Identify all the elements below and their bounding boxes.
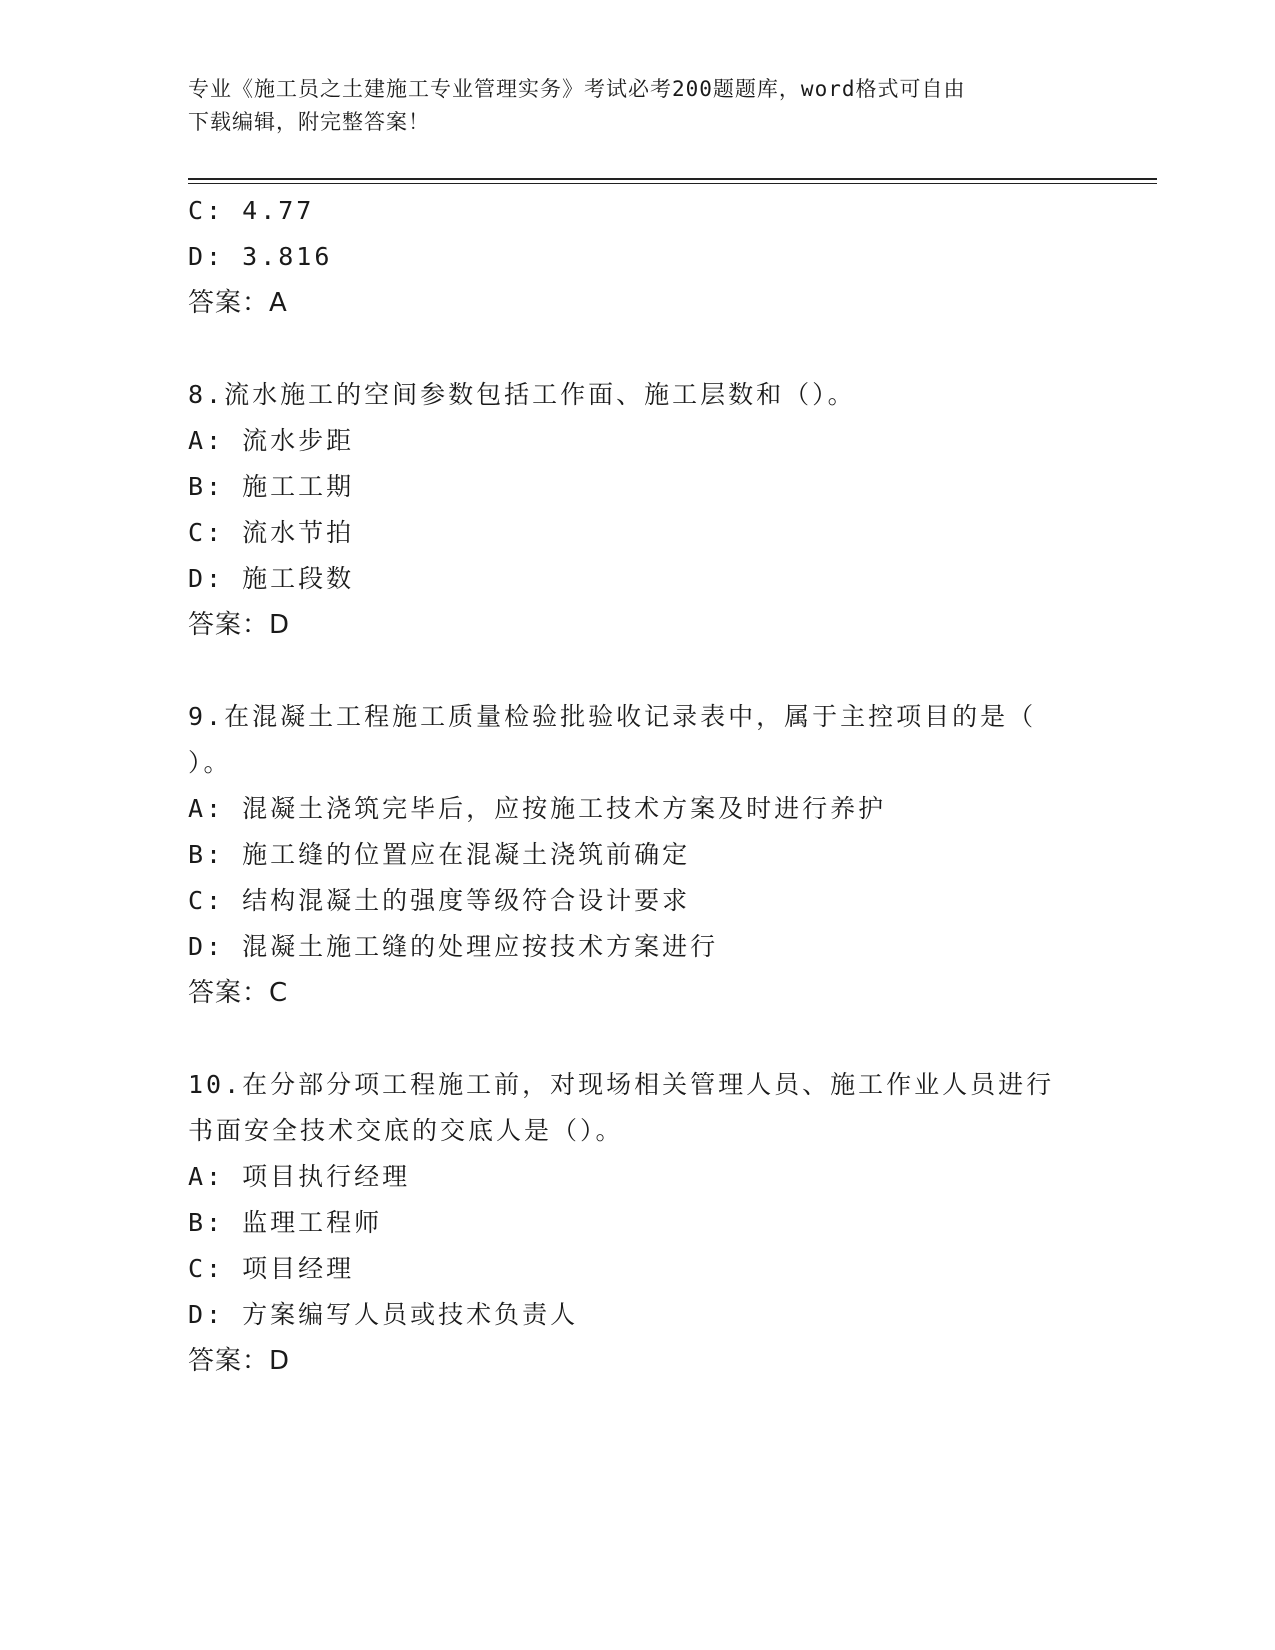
q9-option-c: C: 结构混凝土的强度等级符合设计要求 [188,886,691,915]
q7-answer: 答案：A [188,288,288,318]
q8-question: 8.流水施工的空间参数包括工作面、施工层数和（）。 [188,380,856,409]
q10-option-d: D: 方案编写人员或技术负责人 [188,1300,579,1329]
q8-option-a: A: 流水步距 [188,426,355,455]
q9-answer: 答案：C [188,978,289,1008]
q10-option-a: A: 项目执行经理 [188,1162,411,1191]
q10-answer: 答案：D [188,1346,291,1376]
header-line-2: 下载编辑，附完整答案！ [188,110,430,134]
q10-question-line-1: 10.在分部分项工程施工前，对现场相关管理人员、施工作业人员进行 [188,1070,1055,1099]
q7-option-c: C: 4.77 [188,196,315,225]
q8-answer: 答案：D [188,610,291,640]
q8-option-b: B: 施工工期 [188,472,355,501]
header-rule-thin [188,183,1157,184]
q9-question-line-2: ）。 [188,748,232,777]
q9-option-d: D: 混凝土施工缝的处理应按技术方案进行 [188,932,719,961]
question-10 [188,1062,1088,1384]
q9-question-line-1: 9.在混凝土工程施工质量检验批验收记录表中，属于主控项目的是（ [188,702,1037,731]
question-7-tail [188,188,1088,326]
spacer [188,648,1088,694]
q9-option-b: B: 施工缝的位置应在混凝土浇筑前确定 [188,840,691,869]
header-rule-thick [188,178,1157,180]
q8-option-c: C: 流水节拍 [188,518,355,547]
q7-option-d: D: 3.816 [188,242,333,271]
q9-option-a: A: 混凝土浇筑完毕后，应按施工技术方案及时进行养护 [188,794,887,823]
question-8 [188,372,1088,648]
spacer [188,1016,1088,1062]
spacer [188,326,1088,372]
q8-option-d: D: 施工段数 [188,564,355,593]
q10-question-line-2: 书面安全技术交底的交底人是（）。 [188,1116,624,1145]
document-header [188,73,1068,139]
question-list [188,188,1088,1384]
q10-option-b: B: 监理工程师 [188,1208,383,1237]
question-9 [188,694,1088,1016]
header-line-1: 专业《施工员之土建施工专业管理实务》考试必考200题题库，word格式可自由 [188,77,966,101]
q10-option-c: C: 项目经理 [188,1254,355,1283]
